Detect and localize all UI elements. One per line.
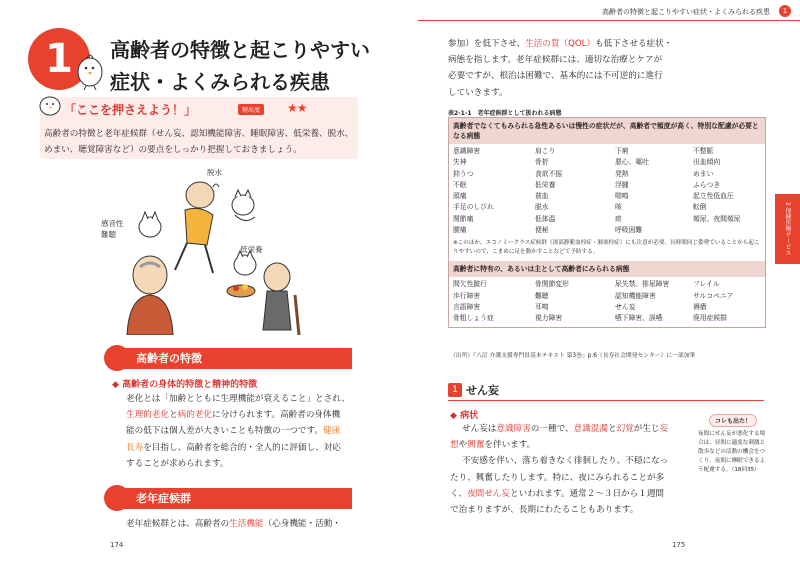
body-line: 病態を指します。老年症候群には、適切な治療とケアが (448, 55, 663, 66)
table-cell: 食欲不振 (535, 169, 563, 178)
table-cell: 出血傾向 (693, 158, 721, 167)
highlight-excitement: 興奮 (467, 440, 485, 451)
chapter-title-line-1: 高齢者の特徴と起こりやすい (110, 38, 370, 62)
section-heading-geriatric-syndrome (110, 488, 352, 509)
sub-heading-text: 高齢者の身体的特徴と精神的特徴 (122, 380, 258, 390)
section-title-characteristics: 高齢者の特徴 (110, 348, 352, 369)
table-cell: 不眠 (453, 180, 467, 189)
table-cell: 骨粗しょう症 (453, 314, 494, 323)
table-cell: 認知機能障害 (615, 291, 656, 300)
intro-paragraph (448, 36, 688, 101)
table-body-specific (449, 277, 765, 326)
table-cell: ふらつき (693, 180, 721, 189)
header-rule (418, 20, 800, 21)
table-cell: 失神 (453, 158, 467, 167)
label-malnutrition: 低栄養 (240, 245, 263, 254)
table-header-specific: 高齢者に特有の、あるいは主として高齢者にみられる病態 (449, 261, 765, 277)
chick-mascot-illustration (72, 48, 108, 90)
label-hearing-2: 難聴 (101, 230, 116, 239)
geriatric-syndrome-table (448, 117, 766, 328)
table-cell: 視力障害 (535, 314, 563, 323)
table-cell: 嚥下障害、誤嚥 (615, 314, 663, 323)
table-cell: 低栄養 (535, 180, 556, 189)
section-title-geriatric-syndrome: 老年症候群 (110, 488, 352, 509)
table-cell: めまい (693, 169, 714, 178)
section-number-delirium: 1 (448, 383, 462, 397)
body-line: 必要ですが、根治は困難で、基本的には不可逆的に進行 (448, 71, 663, 82)
body-line (448, 36, 688, 52)
highlight-delusion-2: 想 (450, 440, 459, 451)
table-caption: 表2-1-1 老年症候群として扱われる病態 (448, 110, 562, 117)
body-line (450, 437, 690, 453)
table-cell: 浮腫 (615, 180, 629, 189)
highlight-hallucination: 幻覚 (616, 424, 634, 434)
table-source: （出所）『八訂 介護支援専門員基本テキスト 第3巻』p.6（長寿社会開発センター）に一部加筆 (450, 353, 696, 359)
body-line (462, 421, 690, 437)
section-rule (448, 400, 764, 401)
running-header-number: 1 (779, 5, 791, 17)
label-hearing-1: 感音性 (101, 219, 124, 228)
sub-heading-text: 病状 (460, 411, 479, 421)
page-edge (0, 0, 800, 1)
sub-heading-symptoms: ◆ 病状 (450, 411, 479, 421)
text: （心身機能・活動・ (263, 519, 341, 529)
table-cell: 腰痛 (453, 226, 467, 235)
table-cell: 悪心、嘔吐 (615, 158, 649, 167)
body-line (450, 486, 690, 502)
highlight-living-function: 生活機能 (229, 519, 264, 529)
label-dehydration: 脱水 (207, 168, 222, 177)
body-line: で治まりますが、長期にわたることもあります。 (450, 505, 639, 516)
running-header-title: 高齢者の特徴と起こりやすい症状・よくみられる疾患 (602, 8, 770, 16)
delirium-paragraph (450, 421, 690, 518)
table-cell: 意識障害 (453, 147, 481, 155)
section-dot-icon (104, 345, 130, 371)
text: の一種で、 (530, 424, 574, 434)
table-cell: 関節痛 (453, 214, 474, 223)
table-cell: 肩こり (535, 147, 556, 155)
sub-heading-physical-mental: ◆ 高齢者の身体的特徴と精神的特徴 (112, 380, 258, 390)
also-tested-note: 夜間にせん妄が悪化する場合は、昼間に適度な刺激と散歩などの活動の機会をつくり、夜間に睡眠できるよう配慮する。（18回35） (698, 431, 766, 473)
table-header-common: 高齢者でなくてもみられる急性あるいは慢性の症状だが、高齢者で頻度が高く、特別な配慮が必要となる病態 (449, 118, 765, 144)
text: も低下させる症状・ (594, 39, 673, 49)
table-cell: 頻尿、夜間頻尿 (693, 214, 741, 223)
table-cell: 呼吸困難 (615, 226, 643, 235)
text: 能の低下は個人差が大きいことも特徴の一つです。 (126, 426, 323, 437)
chapter-title (110, 34, 410, 98)
table-cell: 頭痛 (453, 192, 467, 201)
table-cell: 便秘 (535, 226, 549, 235)
table-cell: 間欠性跛行 (453, 280, 487, 289)
text: が生じ (633, 424, 660, 434)
table-cell: 低体温 (535, 214, 556, 223)
body-line: たり、興奮したりします。特に、夜にみられることが多 (450, 472, 665, 483)
table-cell: 難聴 (535, 291, 549, 300)
page-number-right: 175 (672, 541, 686, 549)
table-cell: 不整脈 (693, 147, 714, 155)
highlight-physiological-aging: 生理的老化 (126, 410, 169, 421)
table-cell: 骨折 (535, 158, 549, 167)
table-cell: 起立性低血圧 (693, 192, 734, 201)
text: せん妄は (462, 424, 497, 434)
highlight-pathological-aging: 病的老化 (177, 410, 212, 421)
text: と (168, 410, 178, 421)
text: 老年症候群とは、高齢者の (126, 519, 230, 529)
body-line: することが求められます。 (126, 458, 229, 469)
body-line (126, 440, 356, 456)
table-cell: 下痢 (615, 147, 629, 155)
table-body-common (449, 144, 765, 238)
highlight-clouding: 意識混濁 (573, 424, 608, 434)
table-cell: 発熱 (615, 169, 629, 178)
text: 参加）を低下させ、 (448, 39, 526, 49)
table-cell: 貧血 (535, 192, 549, 201)
table-cell: 言語障害 (453, 302, 481, 311)
table-cell: 咳 (615, 203, 622, 212)
key-point-text: 高齢者の特徴と老年症候群（せん妄、認知機能障害、睡眠障害、低栄養、脱水、めまい、聴覚障害など）の要点をしっかり把握しておきましょう。 (44, 129, 354, 155)
text: に分けられます。高齢者の身体機 (211, 410, 341, 421)
chapter-title-line-2: 症状・よくみられる疾患 (110, 70, 330, 94)
text: といわれます。通常２～３日から１週間 (510, 488, 665, 499)
highlight-healthy: 健康 (322, 426, 341, 437)
table-cell: 褥瘡 (693, 302, 707, 311)
table-cell: フレイル (693, 280, 720, 289)
chapter-number: 1 (45, 36, 73, 82)
table-note: ※このほか、エコノミークラス症候群（深部静脈血栓症・肺塞栓症）にも注意が必要。長時間同じ姿勢でいることから起こりやすいので、こまめに足を動かすことなどで予防する。 (453, 240, 760, 256)
table-cell: 尿失禁、排尿障害 (615, 280, 670, 289)
frequency-stars: ★★ (287, 101, 307, 115)
also-tested-badge: コレも出た！ (709, 414, 757, 427)
key-point-heading: 「ここを押さえよう！」 (64, 103, 197, 117)
table-cell (693, 225, 765, 236)
section-heading-characteristics (110, 348, 352, 369)
table-cell: 歩行障害 (453, 291, 481, 300)
table-cell: 転倒 (693, 203, 707, 212)
highlight-delusion-1: 妄 (659, 424, 669, 434)
geriatric-syndrome-paragraph (126, 516, 366, 532)
highlight-qol: 生活の質（QOL） (525, 39, 595, 49)
section-title-delirium: せん妄 (466, 384, 499, 397)
body-line (126, 407, 356, 423)
elderly-symptoms-illustration (95, 165, 355, 335)
highlight-night-delirium: 夜間せん妄 (467, 488, 510, 499)
table-cell: 手足のしびれ (453, 203, 494, 212)
table-cell: 骨関節変形 (535, 280, 569, 289)
text: と (607, 424, 617, 434)
page-number-left: 174 (110, 541, 124, 549)
table-cell: 痰 (615, 214, 622, 223)
text: や (458, 440, 468, 451)
side-tab-health-services: 2 保健医療サービス (775, 194, 800, 264)
characteristics-paragraph (126, 391, 356, 472)
table-cell: 廃用症候群 (693, 314, 727, 323)
highlight-consciousness: 意識障害 (496, 424, 531, 434)
table-cell: 抑うつ (453, 169, 474, 178)
chick-pointer-icon (36, 93, 66, 117)
table-cell: サルコペニア (693, 291, 734, 300)
table-cell: 脱水 (535, 203, 549, 212)
text: く、 (450, 488, 468, 499)
body-line (126, 423, 356, 439)
highlight-longevity: 長寿 (126, 442, 144, 453)
body-line: 老化とは「加齢とともに生理機能が衰えること」とされ、 (126, 394, 350, 404)
text: を目指し、高齢者を総合的・全人的に評価し、対応 (143, 442, 341, 453)
frequency-label: 頻出度 (238, 104, 264, 115)
body-line: 不安感を伴い、落ち着きなく徘徊したり、不穏になっ (462, 456, 669, 467)
table-cell: 耳鳴 (535, 302, 549, 311)
body-line: していきます。 (448, 87, 508, 98)
text: を伴います。 (484, 440, 536, 451)
table-cell: 喘鳴 (615, 192, 629, 201)
section-dot-icon (104, 485, 130, 511)
table-cell: せん妄 (615, 302, 636, 311)
